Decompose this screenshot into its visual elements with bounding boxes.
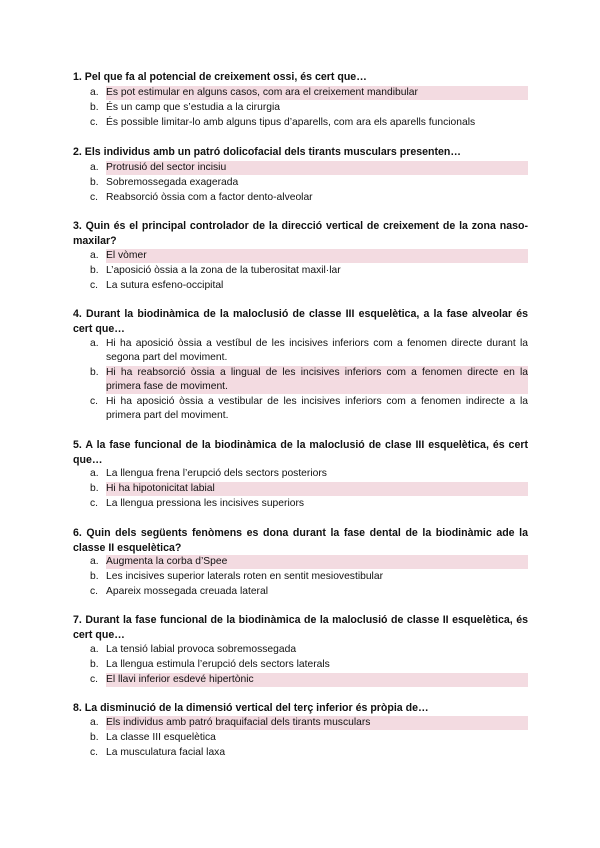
option-letter: a. <box>90 468 99 479</box>
option-letter: c. <box>90 396 99 407</box>
option-text: Apareix mossegada creuada lateral <box>106 586 268 597</box>
question-6: 6. Quin dels següents fenòmens es dona durant la fase dental de la biodinàmic ade la classe II esquelètica? <box>73 527 528 554</box>
option-text-highlighted: Els individus amb patró braquifacial dels tirants musculars <box>106 716 528 730</box>
option-letter: c. <box>90 192 99 203</box>
option-letter: a. <box>90 717 99 728</box>
question-3: 3. Quin és el principal controlador de la direcció vertical de creixement de la zona naso-maxilar? <box>73 220 528 247</box>
option-letter: b. <box>90 177 99 188</box>
option-letter: b. <box>90 483 99 494</box>
option-letter: a. <box>90 250 99 261</box>
option-text: La tensió labial provoca sobremossegada <box>106 644 297 655</box>
option-letter: c. <box>90 586 99 597</box>
option-letter: a. <box>90 556 99 567</box>
option-text: Reabsorció òssia com a factor dento-alveolar <box>106 192 313 203</box>
option-letter: b. <box>90 571 99 582</box>
option-letter: c. <box>90 117 99 128</box>
option-text: La classe III esquelètica <box>106 732 216 743</box>
option-letter: a. <box>90 87 99 98</box>
option-text: La sutura esfeno-occipital <box>106 280 224 291</box>
option-letter: b. <box>90 732 99 743</box>
question-2: 2. Els individus amb un patró dolicofacial dels tirants musculars presenten… <box>73 146 461 158</box>
option-text: Hi ha aposició òssia a vestíbul de les incisives inferiors com a fenomen directe durant la segona part del moviment. <box>106 338 528 363</box>
option-letter: b. <box>90 102 99 113</box>
option-letter: a. <box>90 162 99 173</box>
question-4: 4. Durant la biodinàmica de la maloclusió de classe III esquelètica, a la fase alveolar és cert que… <box>73 308 528 335</box>
option-text-highlighted: El llavi inferior esdevé hipertònic <box>106 673 528 687</box>
option-text-highlighted: Augmenta la corba d’Spee <box>106 555 528 569</box>
option-letter: c. <box>90 747 99 758</box>
option-text: Les incisives superior laterals roten en sentit mesiovestibular <box>106 571 384 582</box>
option-letter: b. <box>90 367 99 378</box>
question-1: 1. Pel que fa al potencial de creixement ossi, és cert que… <box>73 71 367 83</box>
option-letter: c. <box>90 674 99 685</box>
option-text-highlighted: Protrusió del sector incisiu <box>106 161 528 175</box>
option-letter: a. <box>90 338 99 349</box>
option-letter: a. <box>90 644 99 655</box>
option-text-highlighted: El vòmer <box>106 249 528 263</box>
option-text: La llengua frena l’erupció dels sectors posteriors <box>106 468 327 479</box>
option-letter: b. <box>90 265 99 276</box>
option-text: És un camp que s’estudia a la cirurgia <box>106 102 280 113</box>
option-text: L’aposició òssia a la zona de la tuberositat maxil·lar <box>106 265 341 276</box>
option-letter: c. <box>90 498 99 509</box>
question-7: 7. Durant la fase funcional de la biodinàmica de la maloclusió de classe II esquelètica, és cert que… <box>73 614 528 641</box>
option-text: La llengua estimula l’erupció dels sectors laterals <box>106 659 330 670</box>
option-text: La musculatura facial laxa <box>106 747 226 758</box>
option-text-highlighted: Hi ha reabsorció òssia a lingual de les incisives inferiors com a fenomen directe en la primera fase de moviment. <box>106 367 528 392</box>
option-text-highlighted: Hi ha hipotonicitat labial <box>106 482 528 496</box>
option-letter: b. <box>90 659 99 670</box>
option-text: Sobremossegada exagerada <box>106 177 239 188</box>
option-text: És possible limitar-lo amb alguns tipus d’aparells, com ara els aparells funcionals <box>106 117 476 128</box>
option-text-highlighted: Es pot estimular en alguns casos, com ara el creixement mandibular <box>106 86 528 100</box>
question-8: 8. La disminució de la dimensió vertical del terç inferior és pròpia de… <box>73 702 429 714</box>
option-text: Hi ha aposició òssia a vestibular de les incisives inferiors com a fenomen indirecte a la primera part del moviment. <box>106 396 528 421</box>
option-text: La llengua pressiona les incisives superiors <box>106 498 305 509</box>
option-letter: c. <box>90 280 99 291</box>
question-5: 5. A la fase funcional de la biodinàmica de la maloclusió de clase III esquelètica, és cert que… <box>73 439 528 466</box>
